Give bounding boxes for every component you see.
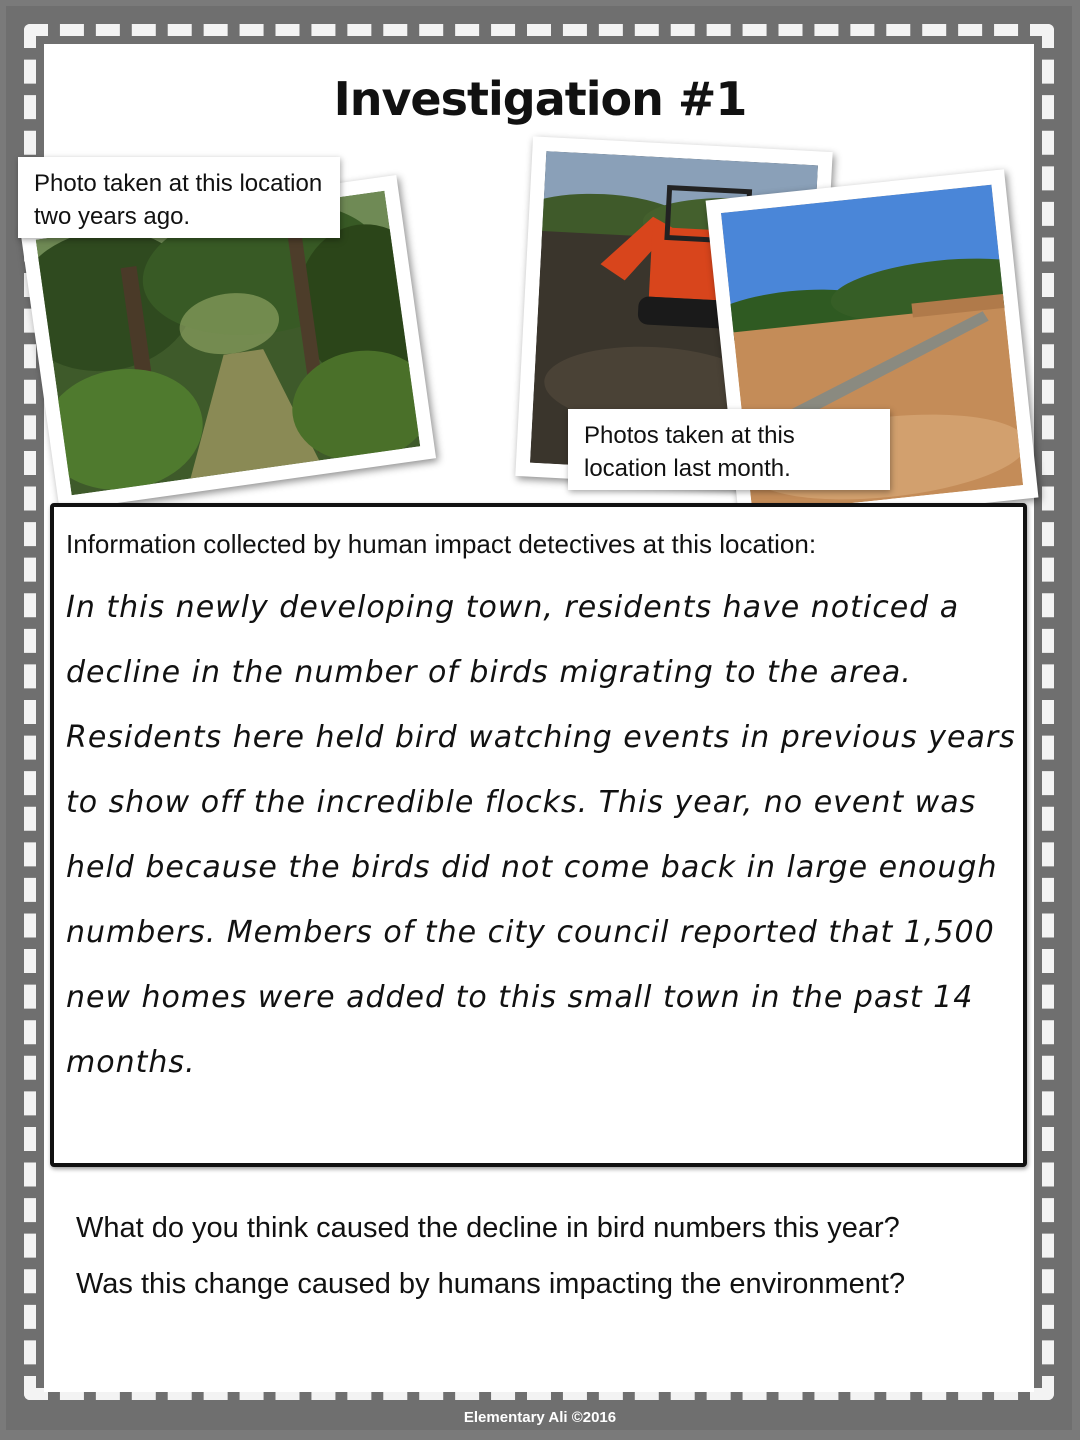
page-title: Investigation #1 bbox=[333, 72, 747, 126]
after-caption-text: Photos taken at this location last month. bbox=[584, 422, 795, 482]
copyright-footer: Elementary Ali ©2016 bbox=[463, 1409, 617, 1426]
information-heading: Information collected by human impact detectives at this location: bbox=[66, 529, 817, 559]
after-caption bbox=[568, 409, 890, 490]
before-caption bbox=[18, 157, 340, 238]
before-caption-text: Photo taken at this location two years ago. bbox=[34, 170, 323, 230]
question-2: Was this change caused by humans impacting the environment? bbox=[76, 1268, 906, 1300]
information-body: In this newly developing town, residents have noticed a decline in the number of birds migrating to the area. Residents here held bird watching events in previous years to show off the incredible flocks. This year, no event was held because the birds did not come back in large enough numbers. Members of the city council reported that 1,500 new homes were added to this small town in the past 14 months. bbox=[66, 590, 1016, 1080]
information-box bbox=[50, 503, 1027, 1167]
question-1: What do you think caused the decline in bird numbers this year? bbox=[76, 1212, 900, 1244]
